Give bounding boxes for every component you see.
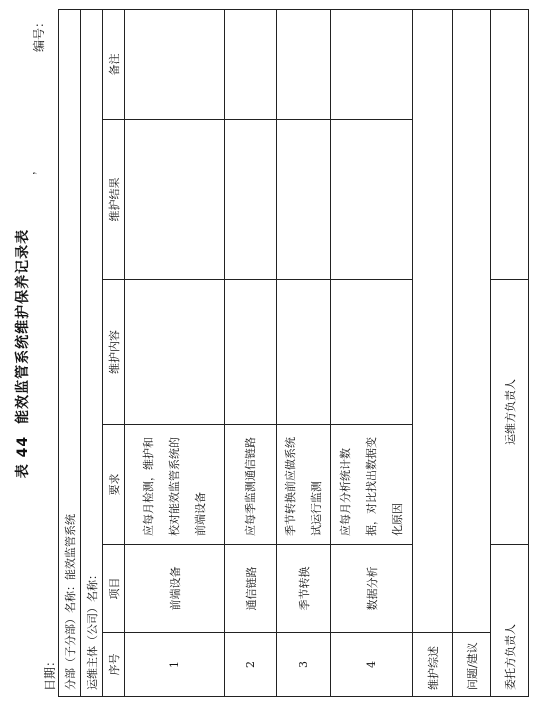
column-header-result: 维护结果 (103, 120, 125, 280)
row-result-cell (125, 120, 225, 280)
division-name: 分部（子分部）名称：能效监管系统 (59, 10, 81, 697)
row-content-cell (225, 280, 277, 425)
row-remark-cell (225, 10, 277, 120)
column-header-item: 项目 (103, 545, 125, 633)
row-remark-cell (331, 10, 413, 120)
operator-row (81, 10, 103, 697)
summary-label: 维护综述 (413, 633, 453, 697)
row-result-cell (225, 120, 277, 280)
row-no: 1 (125, 633, 225, 697)
issues-label: 问题/建议 (453, 633, 491, 697)
ops-signatory-label: 运维方负责人 (491, 280, 529, 545)
column-header-remark: 备注 (103, 10, 125, 120)
table-row (125, 10, 225, 697)
summary-cell (413, 10, 453, 633)
row-content-cell (125, 280, 225, 425)
summary-row (413, 10, 453, 697)
signature-row (491, 10, 529, 697)
table-title: 能效监管系统维护保养记录表 (15, 228, 31, 424)
row-item: 季节转换 (277, 545, 331, 633)
column-header-requirement: 要求 (103, 425, 125, 545)
client-signatory-label: 委托方负责人 (491, 545, 529, 697)
row-requirement: 应每月检测，维护和校对能效监管系统的前端设备 (125, 425, 225, 545)
issues-cell (453, 10, 491, 633)
ops-signature-cell (491, 10, 529, 280)
column-header-no: 序号 (103, 633, 125, 697)
row-remark-cell (125, 10, 225, 120)
row-content-cell (331, 280, 413, 425)
maintenance-record-table (58, 9, 529, 697)
serial-number-label: 编号： (32, 16, 46, 53)
table-row (331, 10, 413, 697)
row-requirement: 应每季监测通信链路 (225, 425, 277, 545)
table-number: 表 44 (15, 435, 31, 479)
row-item: 通信链路 (225, 545, 277, 633)
row-requirement: 应每月分析统计数据，对比找出数据变化原因 (331, 425, 413, 545)
row-no: 2 (225, 633, 277, 697)
row-result-cell (331, 120, 413, 280)
row-no: 4 (331, 633, 413, 697)
table-row (225, 10, 277, 697)
row-result-cell (277, 120, 331, 280)
operator-name: 运维主体（公司）名称： (81, 10, 103, 697)
row-requirement: 季节转换前应做系统试运行监测 (277, 425, 331, 545)
date-label: 日期： (43, 654, 57, 691)
row-item: 数据分析 (331, 545, 413, 633)
row-remark-cell (277, 10, 331, 120)
document-title (12, 0, 32, 707)
row-content-cell (277, 280, 331, 425)
issues-row (453, 10, 491, 697)
division-row (59, 10, 81, 697)
table-row (277, 10, 331, 697)
header-row (103, 10, 125, 697)
column-header-content: 维护内容 (103, 280, 125, 425)
row-item: 前端设备 (125, 545, 225, 633)
stray-mark: ， (24, 164, 37, 175)
row-no: 3 (277, 633, 331, 697)
